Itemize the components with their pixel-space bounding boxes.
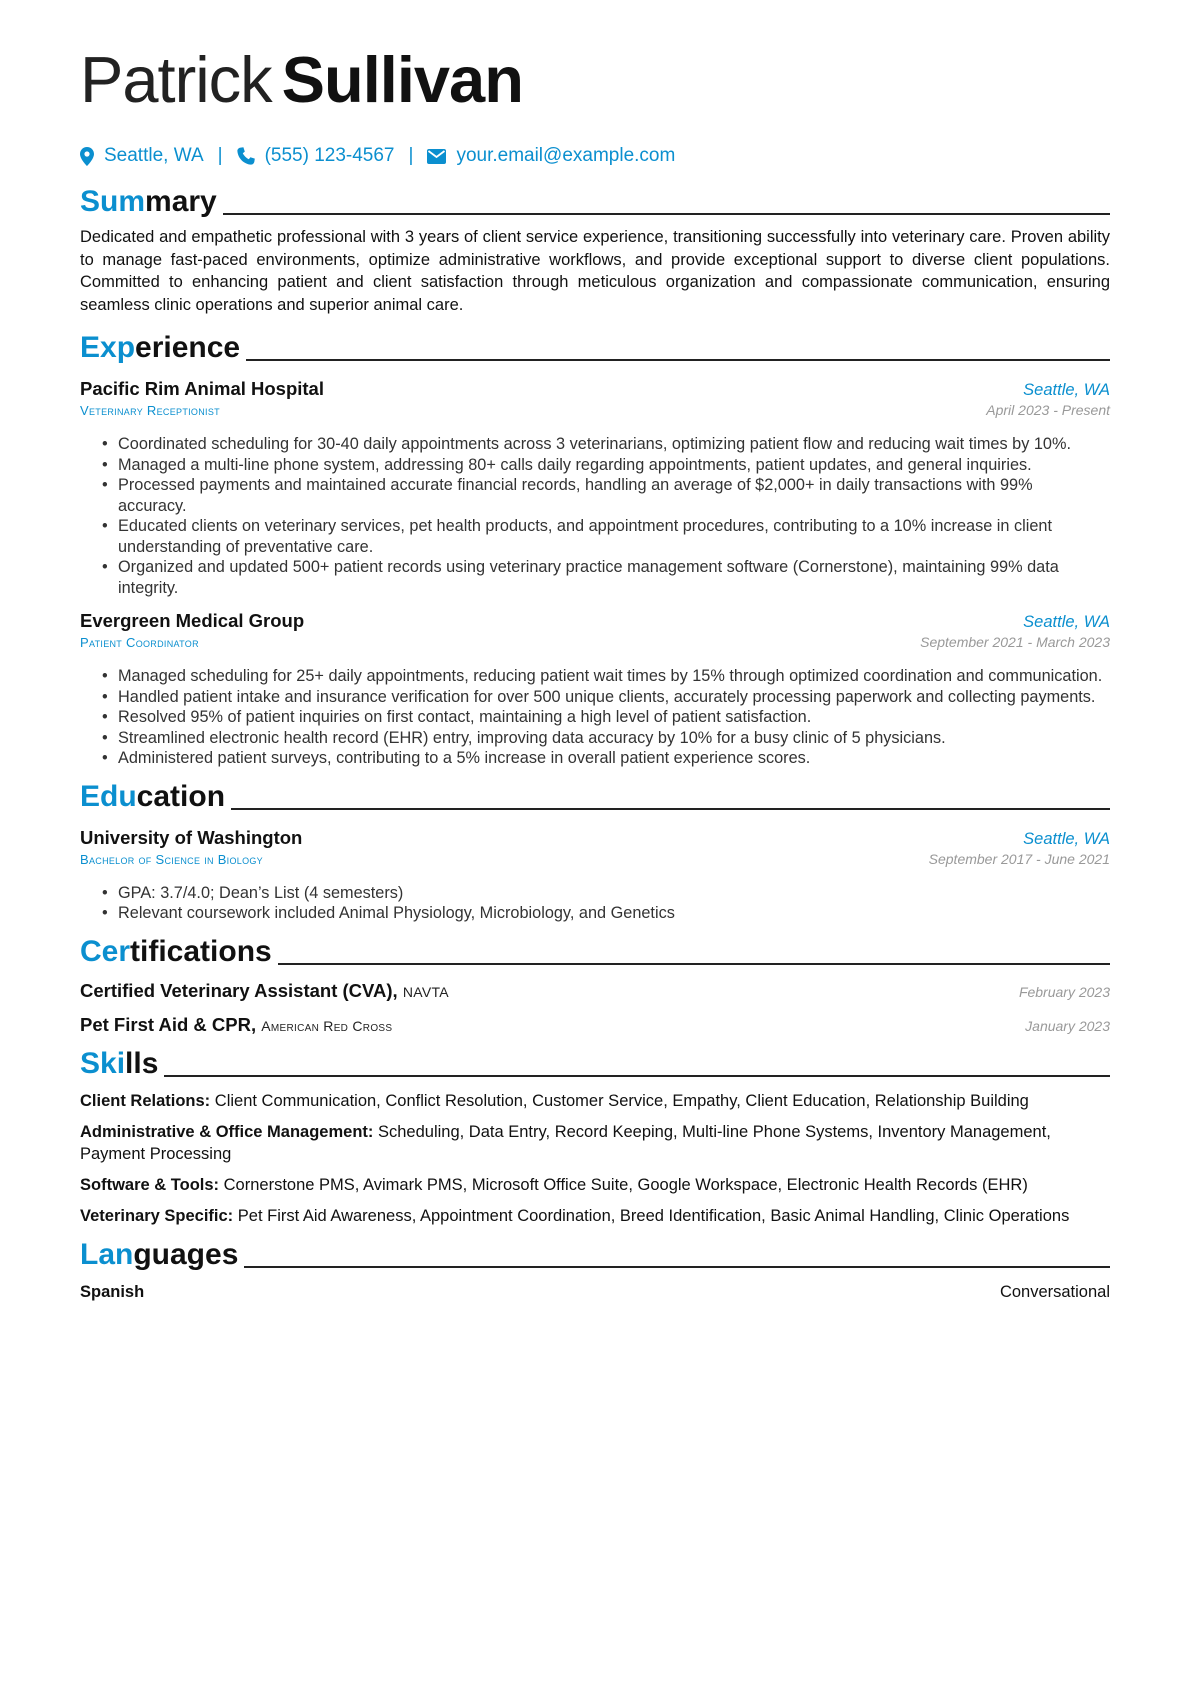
summary-text: Dedicated and empathetic professional with 3 years of client service experience, transitioning successfully into veterinary care. Proven ability to manage fast-paced environments, optimize administrative workflows, and provide exceptional support to diverse client populations. Committed to enhancing patient and client satisfaction through meticulous organization and compassionate communication, ensuring seamless clinic operations and superior animal care. bbox=[80, 228, 1110, 314]
certification-name: Certified Veterinary Assistant (CVA) bbox=[80, 979, 393, 1001]
skill-items: Pet First Aid Awareness, Appointment Coordination, Breed Identification, Basic Animal Handling, Clinic Operations bbox=[237, 1206, 1070, 1225]
first-name: Patrick bbox=[80, 43, 272, 116]
language-item bbox=[80, 1283, 1110, 1302]
email-text: your.email@example.com bbox=[456, 145, 676, 166]
location-text: Seattle, WA bbox=[104, 145, 204, 166]
section-title: Experience bbox=[80, 331, 241, 364]
envelope-icon bbox=[427, 149, 446, 164]
phone-icon bbox=[237, 147, 255, 165]
section-rule bbox=[164, 1075, 1110, 1077]
summary-section bbox=[80, 182, 1110, 316]
bullet-item: • Streamlined electronic health record (EHR) entry, improving data accuracy by 10% for a busy clinic of 5 physicians. bbox=[118, 728, 1110, 749]
job-location: Seattle, WA bbox=[1023, 613, 1110, 631]
education-section bbox=[80, 777, 1110, 924]
section-heading bbox=[80, 1235, 1110, 1271]
job-bullets bbox=[80, 666, 1110, 769]
contact-row bbox=[80, 142, 1110, 170]
section-heading bbox=[80, 328, 1110, 364]
section-rule bbox=[278, 963, 1110, 965]
bullet-item: • Managed scheduling for 25+ daily appointments, reducing patient wait times by 15% through optimized coordination and communication. bbox=[118, 666, 1110, 687]
job-dates: April 2023 - Present bbox=[986, 402, 1110, 418]
section-rule bbox=[244, 1266, 1110, 1268]
section-heading bbox=[80, 932, 1110, 968]
bullet-item: • Resolved 95% of patient inquiries on first contact, maintaining a high level of patient satisfaction. bbox=[118, 707, 1110, 728]
skill-items: Client Communication, Conflict Resolution, Customer Service, Empathy, Client Education, Relationship Building bbox=[214, 1091, 1029, 1110]
bullet-item: • Organized and updated 500+ patient records using veterinary practice management software (Cornerstone), maintaining 99% data integrity. bbox=[118, 557, 1110, 598]
certification-item: Certified Veterinary Assistant (CVA), NAVTA February 2023 bbox=[80, 979, 1110, 1001]
school-name: University of Washington bbox=[80, 826, 303, 848]
skill-row bbox=[80, 1205, 1110, 1227]
bullet-item: • Coordinated scheduling for 30-40 daily appointments across 3 veterinarians, optimizing patient flow and reducing wait times by 10%. bbox=[118, 434, 1110, 455]
certification-date: January 2023 bbox=[1025, 1017, 1110, 1034]
section-rule bbox=[246, 359, 1110, 361]
skills-section bbox=[80, 1044, 1110, 1227]
certification-issuer: NAVTA bbox=[402, 983, 449, 1000]
certifications-section bbox=[80, 932, 1110, 1036]
skill-items: Cornerstone PMS, Avimark PMS, Microsoft Office Suite, Google Workspace, Electronic Health Records (EHR) bbox=[223, 1175, 1028, 1194]
certification-name: Pet First Aid & CPR bbox=[80, 1013, 251, 1035]
job-dates: September 2021 - March 2023 bbox=[920, 634, 1110, 650]
section-title: Education bbox=[80, 779, 226, 813]
education-dates: September 2017 - June 2021 bbox=[928, 850, 1110, 867]
skill-category: Administrative & Office Management: bbox=[80, 1122, 374, 1141]
skill-items: Scheduling, Data Entry, Record Keeping, Multi-line Phone Systems, Inventory Management, Payment Processing bbox=[80, 1122, 1051, 1163]
section-title: Certifications bbox=[80, 934, 272, 968]
skill-category: Client Relations: bbox=[80, 1091, 211, 1110]
languages-section bbox=[80, 1235, 1110, 1302]
certification-date: February 2023 bbox=[1018, 983, 1110, 1000]
section-heading bbox=[80, 777, 1110, 813]
phone-text: (555) 123-4567 bbox=[264, 145, 395, 166]
separator: | bbox=[408, 145, 414, 166]
education-entry bbox=[80, 827, 1110, 924]
section-title: Languages bbox=[80, 1237, 239, 1271]
bullet-item: • Relevant coursework included Animal Physiology, Microbiology, and Genetics bbox=[118, 903, 1110, 924]
job-location: Seattle, WA bbox=[1023, 381, 1110, 399]
map-marker-icon bbox=[80, 147, 94, 166]
school-location: Seattle, WA bbox=[1023, 829, 1110, 848]
section-rule bbox=[223, 213, 1110, 215]
education-bullets bbox=[80, 883, 1110, 924]
job-bullets bbox=[80, 434, 1110, 598]
skill-category: Software & Tools: bbox=[80, 1175, 220, 1194]
contact-email[interactable] bbox=[427, 145, 675, 167]
section-heading bbox=[80, 1044, 1110, 1080]
section-heading bbox=[80, 182, 1110, 218]
skill-row bbox=[80, 1174, 1110, 1196]
bullet-item: • Handled patient intake and insurance verification for over 500 unique clients, accurately processing paperwork and collecting payments. bbox=[118, 687, 1110, 708]
certification-issuer: American Red Cross bbox=[261, 1017, 393, 1034]
candidate-name bbox=[80, 40, 1110, 120]
job-organization: Pacific Rim Animal Hospital bbox=[80, 378, 324, 399]
section-title: Summary bbox=[80, 185, 217, 218]
contact-phone[interactable] bbox=[237, 145, 395, 167]
language-level: Conversational bbox=[999, 1282, 1110, 1301]
skill-category: Veterinary Specific: bbox=[80, 1206, 234, 1225]
bullet-item: • Processed payments and maintained accurate financial records, handling an average of $2,000+ in daily transactions with 99% accuracy. bbox=[118, 475, 1110, 516]
skill-row bbox=[80, 1121, 1110, 1165]
degree-name: Bachelor of Science in Biology bbox=[80, 851, 263, 867]
job-entry bbox=[80, 610, 1110, 769]
bullet-item: • Administered patient surveys, contributing to a 5% increase in overall patient experience scores. bbox=[118, 748, 1110, 769]
experience-section bbox=[80, 328, 1110, 769]
language-name: Spanish bbox=[80, 1282, 145, 1301]
job-organization: Evergreen Medical Group bbox=[80, 610, 305, 631]
bullet-item: • Managed a multi-line phone system, addressing 80+ calls daily regarding appointments, patient updates, and general inquiries. bbox=[118, 455, 1110, 476]
skill-row bbox=[80, 1090, 1110, 1112]
section-title: Skills bbox=[80, 1046, 159, 1080]
job-role: Veterinary Receptionist bbox=[80, 403, 220, 418]
contact-location bbox=[80, 145, 204, 167]
section-rule bbox=[231, 808, 1110, 810]
certification-item: Pet First Aid & CPR, American Red Cross January 2023 bbox=[80, 1013, 1110, 1035]
job-role: Patient Coordinator bbox=[80, 635, 199, 650]
bullet-item: • GPA: 3.7/4.0; Dean’s List (4 semesters) bbox=[118, 883, 1110, 904]
separator: | bbox=[217, 145, 223, 166]
job-entry bbox=[80, 378, 1110, 598]
last-name: Sullivan bbox=[281, 43, 523, 116]
bullet-item: • Educated clients on veterinary services, pet health products, and appointment procedures, contributing to a 10% increase in client understanding of preventative care. bbox=[118, 516, 1110, 557]
